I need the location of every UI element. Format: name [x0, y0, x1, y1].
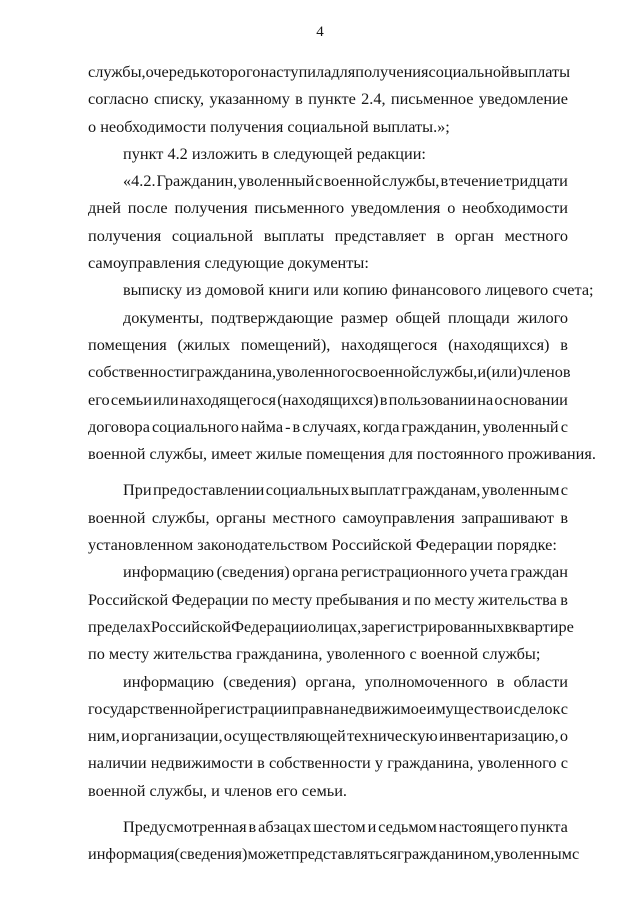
text-line: согласно списку, указанному в пункте 2.4, письменное уведомление	[88, 89, 568, 109]
document-body	[88, 58, 596, 868]
text-line: Российской Федерации по месту пребывания и по месту жительства в	[88, 589, 568, 609]
text-line: его семьи или находящегося (находящихся) в пользовании на основании	[88, 389, 568, 409]
text-line: дней после получения письменного уведомления о необходимости	[88, 198, 568, 218]
text-line: получения социальной выплаты представляет в орган местного	[88, 225, 568, 245]
text-line: информация (сведения) может представляться гражданином, уволенным с	[88, 844, 580, 864]
text-line: самоуправления следующие документы:	[88, 253, 369, 273]
text-line: помещения (жилых помещений), находящегося (находящихся) в	[88, 334, 568, 354]
text-line: военной службы, органы местного самоуправления запрашивают в	[88, 507, 568, 527]
text-line: государственной регистрации прав на недвижимое имущество и сделок с	[88, 698, 568, 718]
text-line: информацию (сведения) органа регистрационного учета граждан	[123, 562, 568, 582]
text-line: по месту жительства гражданина, уволенного с военной службы;	[88, 644, 541, 664]
text-line: договора социального найма - в случаях, когда гражданин, уволенный с	[88, 416, 568, 436]
text-line: информацию (сведения) органа, уполномоченного в области	[123, 671, 568, 691]
text-line: Предусмотренная в абзацах шестом и седьмом настоящего пункта	[123, 817, 568, 837]
text-line: о необходимости получения социальной выплаты.»;	[88, 116, 450, 136]
text-line: «4.2. Гражданин, уволенный с военной службы, в течение тридцати	[123, 171, 568, 191]
text-line: документы, подтверждающие размер общей площади жилого	[123, 307, 568, 327]
text-line: ним, и организации, осуществляющей техническую инвентаризацию, о	[88, 726, 568, 746]
text-line: военной службы, и членов его семьи.	[88, 780, 347, 800]
text-line: выписку из домовой книги или копию финансового лицевого счета;	[123, 280, 594, 300]
text-line: При предоставлении социальных выплат гражданам, уволенным с	[123, 480, 568, 500]
text-line: установленном законодательством Российской Федерации порядке:	[88, 535, 557, 555]
text-line: службы, очередь которого наступила для получения социальной выплаты	[88, 62, 571, 81]
text-line: пределах Российской Федерации о лицах, зарегистрированных в квартире	[88, 616, 574, 636]
text-line: пункт 4.2 изложить в следующей редакции:	[123, 143, 426, 163]
text-line: наличии недвижимости в собственности у гражданина, уволенного с	[88, 753, 568, 773]
text-line: собственности гражданина, уволенного с военной службы, и (или) членов	[88, 362, 571, 382]
page-number: 4	[316, 24, 324, 40]
text-line: военной службы, имеет жилые помещения для постоянного проживания.	[88, 444, 596, 464]
